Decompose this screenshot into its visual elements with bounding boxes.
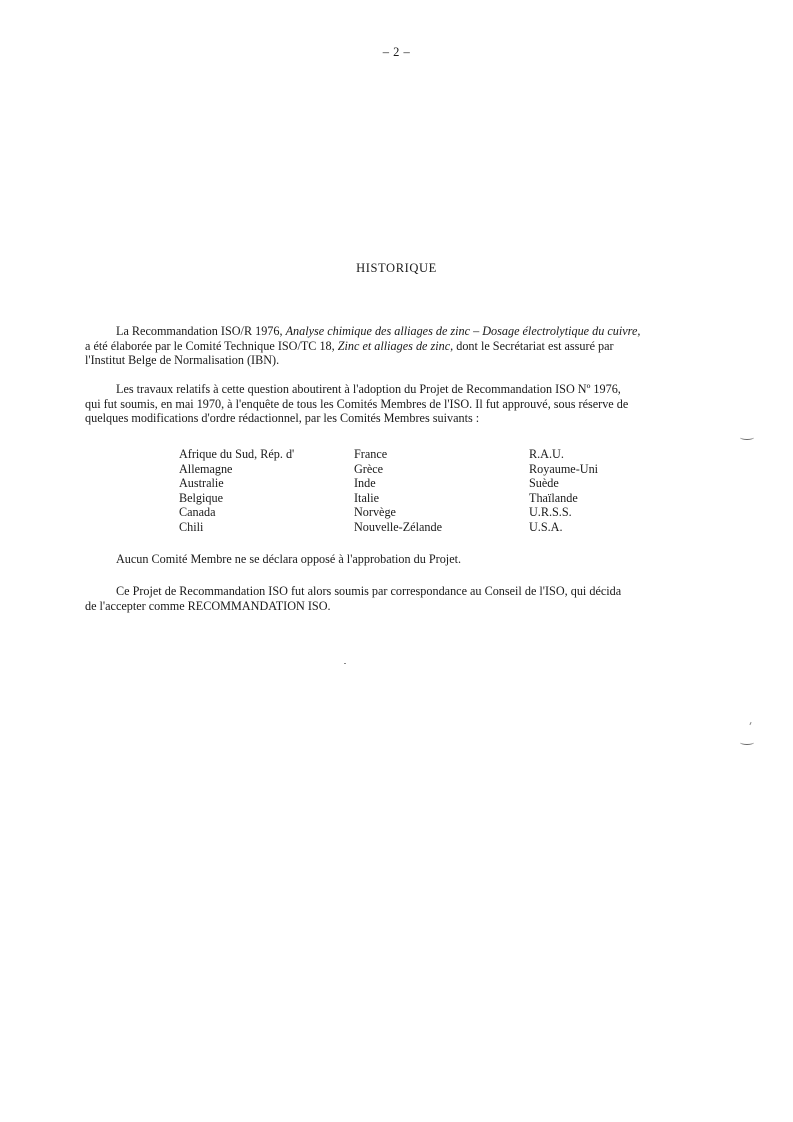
scan-speck <box>749 722 751 725</box>
section-heading: HISTORIQUE <box>356 261 437 275</box>
member-body: Nouvelle-Zélande <box>354 519 442 534</box>
member-body: France <box>354 447 388 461</box>
member-body: R.A.U. <box>529 447 564 461</box>
scan-mark <box>740 435 754 440</box>
committee-title: Zinc et alliages de zinc, <box>337 338 454 353</box>
member-column-2 <box>354 447 442 535</box>
member-body: Allemagne <box>179 461 233 476</box>
paragraph-origin <box>85 324 685 368</box>
member-body: Belgique <box>179 490 224 505</box>
member-column-1 <box>179 447 294 535</box>
member-body: Grèce <box>354 461 384 476</box>
member-bodies-list <box>0 447 793 537</box>
member-body: Canada <box>179 505 216 520</box>
paragraph-origin-line-1 <box>85 324 685 339</box>
member-body: Suède <box>529 476 559 491</box>
paragraph-adoption-line-3: quelques modifications d'ordre rédactionnel, par les Comités Membres suivants : <box>85 411 480 426</box>
recommendation-title: Analyse chimique des alliages de zinc – Dosage électrolytique du cuivre, <box>285 324 641 338</box>
paragraph-origin-line-2 <box>85 339 685 354</box>
page-number: – 2 – <box>382 45 411 59</box>
member-body: Australie <box>179 476 224 491</box>
paragraph-acceptance-line-1: Ce Projet de Recommandation ISO fut alors soumis par correspondance au Conseil de l'ISO, qui décida <box>116 584 622 598</box>
member-body: U.R.S.S. <box>529 505 572 520</box>
paragraph-adoption <box>85 382 685 426</box>
member-body: Italie <box>354 490 380 505</box>
scan-speck <box>344 663 346 664</box>
paragraph-acceptance-line-2: de l'accepter comme RECOMMANDATION ISO. <box>85 598 331 613</box>
member-body: Inde <box>354 476 376 491</box>
member-body: U.S.A. <box>529 519 563 534</box>
paragraph-no-opposition-line-1: Aucun Comité Membre ne se déclara opposé à l'approbation du Projet. <box>116 552 462 566</box>
paragraph-origin-line-3: l'Institut Belge de Normalisation (IBN). <box>85 353 280 368</box>
scan-mark <box>740 740 754 745</box>
secretariat-text: dont le Secrétariat est assuré par <box>453 338 614 353</box>
paragraph-acceptance <box>85 584 685 613</box>
committee-ref: a été élaborée par le Comité Technique ISO/TC 18, <box>85 338 338 353</box>
member-body: Royaume-Uni <box>529 461 599 476</box>
paragraph-adoption-line-2: qui fut soumis, en mai 1970, à l'enquête de tous les Comités Membres de l'ISO. Il fut approuvé, sous réserve de <box>85 396 629 411</box>
recommendation-ref: La Recommandation ISO/R 1976, <box>116 324 286 338</box>
paragraph-adoption-line-1: Les travaux relatifs à cette question aboutirent à l'adoption du Projet de Recommandation ISO Nº 1976, <box>116 382 621 396</box>
member-body: Norvège <box>354 505 396 520</box>
member-body: Afrique du Sud, Rép. d' <box>179 447 295 461</box>
member-column-3 <box>529 447 598 535</box>
paragraph-no-opposition <box>85 552 685 567</box>
member-body: Thaïlande <box>529 490 578 505</box>
member-body: Chili <box>179 519 204 534</box>
